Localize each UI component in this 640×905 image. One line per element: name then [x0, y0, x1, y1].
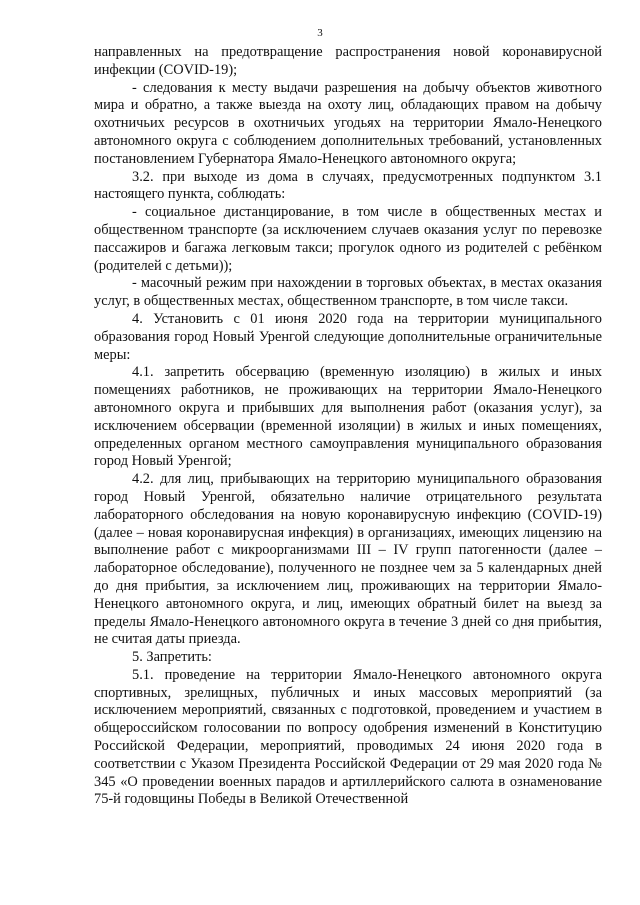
- paragraph-hunting-exception: - следования к месту выдачи разрешения на добычу объектов животного мира и обратно, а также выезда на охоту лиц, обладающих правом на добычу охотничьих ресурсов в охотничьих угодьях на территории Ямало-Ненецкого автономного округа с соблюдением дополнительных требований, установленных постановлением Губернатора Ямало-Ненецкого автономного округа;: [94, 79, 602, 167]
- paragraph-social-distancing: - социальное дистанцирование, в том числе в общественных местах и общественном транспорте (за исключением случаев оказания услуг по перевозке пассажиров и багажа легковым такси; прогулок одного из родителей с ребёнком (родителей с детьми));: [94, 204, 602, 274]
- paragraph-4-1: 4.1. запретить обсервацию (временную изоляцию) в жилых и иных помещениях работников, не проживающих на территории Ямало-Ненецкого автономного округа и прибывших для выполнения работ (оказания услуг), за исключением обсервации (временной изоляции) в жилых и иных помещениях, определенных органом местного самоуправления муниципального образования город Новый Уренгой;: [94, 364, 602, 470]
- paragraph-4-2: 4.2. для лиц, прибывающих на территорию муниципального образования город Новый Уренгой, обязательно наличие отрицательного результата лабораторного обследования на новую коронавирусную инфекцию (COVID-19) (далее – новая коронавирусная инфекция) в организациях, имеющих лицензию на выполнение работ с микроорганизмами III – IV групп патогенности (далее – лабораторное обследование), полученного не позднее чем за 5 календарных дней до дня прибытия, за исключением лиц, проживающих на территории Ямало-Ненецкого автономного округа, и лиц, имеющих обратный билет на выезд за пределы Ямало-Ненецкого автономного округа в течение 3 дней со дня прибытия, не считая даты приезда.: [94, 471, 602, 648]
- paragraph-5-1: 5.1. проведение на территории Ямало-Ненецкого автономного округа спортивных, зрелищных, публичных и иных массовых мероприятий (за исключением мероприятий, связанных с подготовкой, проведением и участием в общероссийском голосовании по вопросу одобрения изменений в Конституцию Российской Федерации, мероприятий, проводимых 24 июня 2020 года в соответствии с Указом Президента Российской Федерации от 29 мая 2020 года № 345 «О проведении военных парадов и артиллерийского салюта в ознаменование 75-й годовщины Победы в Великой Отечественной: [94, 666, 602, 808]
- document-body: [94, 44, 602, 809]
- paragraph-4: 4. Установить с 01 июня 2020 года на территории муниципального образования город Новый Уренгой следующие дополнительные ограничительные меры:: [94, 310, 602, 363]
- paragraph-mask-regime: - масочный режим при нахождении в торговых объектах, в местах оказания услуг, в общественных местах, общественном транспорте, в том числе такси.: [94, 275, 602, 310]
- paragraph-3-2: 3.2. при выходе из дома в случаях, предусмотренных подпунктом 3.1 настоящего пункта, соблюдать:: [94, 168, 602, 203]
- paragraph-continuation: направленных на предотвращение распространения новой коронавирусной инфекции (COVID-19);: [94, 44, 602, 78]
- page-number: 3: [317, 27, 323, 39]
- paragraph-5: 5. Запретить:: [132, 649, 212, 666]
